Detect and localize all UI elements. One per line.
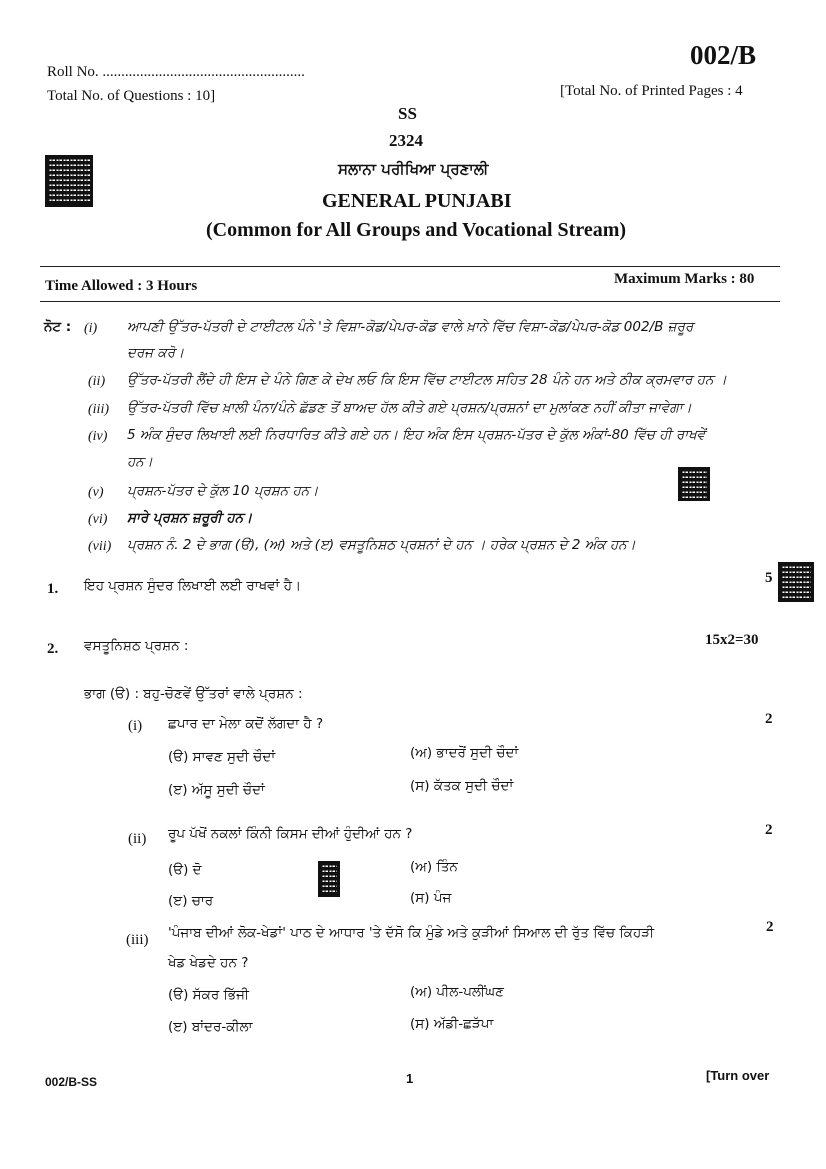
printed-pages: [Total No. of Printed Pages : 4 (560, 83, 743, 99)
option: (ਸ) ਪੰਜ (410, 890, 452, 906)
question-marks: 15x2=30 (705, 632, 759, 648)
option: (ਸ) ਅੱਡੀ-ਛੜੱਪਾ (410, 1016, 494, 1032)
option: (ਅ) ਭਾਦਰੋਂ ਸੁਦੀ ਚੌਦਾਂ (410, 745, 519, 761)
question-text: ਵਸਤੂਨਿਸ਼ਠ ਪ੍ਰਸ਼ਨ : (84, 638, 189, 654)
sub-question-number: (ii) (128, 831, 147, 847)
option: (ੲ) ਅੱਸੂ ਸੁਦੀ ਚੌਦਾਂ (168, 782, 265, 798)
divider (40, 266, 780, 267)
option: (ੲ) ਬਾਂਦਰ-ਕੀਲਾ (168, 1019, 253, 1035)
option: (ੳ) ਸਾਵਣ ਸੁਦੀ ਚੌਦਾਂ (168, 749, 276, 765)
note-text: ਪ੍ਰਸ਼ਨ ਨੰ. 2 ਦੇ ਭਾਗ (ੳ), (ਅ) ਅਤੇ (ੲ) ਵਸਤੂਨਿਸ਼ਠ ਪ੍ਰਸ਼ਨਾਂ ਦੇ ਹਨ । ਹਰੇਕ ਪ੍ਰਸ਼ਨ ਦੇ 2 ਅੰਕ ਹਨ। (127, 537, 636, 553)
question-text: ਇਹ ਪ੍ਰਸ਼ਨ ਸੁੰਦਰ ਲਿਖਾਈ ਲਈ ਰਾਖਵਾਂ ਹੈ। (84, 578, 302, 594)
sub-question-marks: 2 (765, 711, 773, 727)
sub-question-marks: 2 (766, 919, 774, 935)
qr-code-icon (318, 861, 340, 897)
note-text: ਉੱਤਰ-ਪੱਤਰੀ ਵਿੱਚ ਖ਼ਾਲੀ ਪੰਨਾ/ਪੰਨੇ ਛੱਡਣ ਤੋਂ ਬਾਅਦ ਹੱਲ ਕੀਤੇ ਗਏ ਪ੍ਰਸ਼ਨ/ਪ੍ਰਸ਼ਨਾਂ ਦਾ ਮੁਲਾਂਕਣ ਨਹੀਂ ਕੀਤਾ ਜਾਵੇਗਾ। (127, 400, 692, 416)
exam-system: ਸਲਾਨਾ ਪਰੀਖਿਆ ਪ੍ਰਣਾਲੀ (338, 160, 489, 178)
time-allowed: Time Allowed : 3 Hours (45, 278, 198, 294)
note-number: (vi) (88, 512, 108, 527)
total-questions: Total No. of Questions : 10] (47, 88, 216, 104)
note-text: ਪ੍ਰਸ਼ਨ-ਪੱਤਰ ਦੇ ਕੁੱਲ 10 ਪ੍ਰਸ਼ਨ ਹਨ। (127, 483, 319, 499)
sub-question-text: ਛਪਾਰ ਦਾ ਮੇਲਾ ਕਦੋਂ ਲੱਗਦਾ ਹੈ ? (168, 716, 324, 732)
note-text: ਉੱਤਰ-ਪੱਤਰੀ ਲੈਂਦੇ ਹੀ ਇਸ ਦੇ ਪੰਨੇ ਗਿਣ ਕੇ ਦੇਖ ਲਓ ਕਿ ਇਸ ਵਿੱਚ ਟਾਈਟਲ ਸਹਿਤ 28 ਪੰਨੇ ਹਨ ਅਤੇ ਠੀਕ ਕ੍ਰਮਵਾਰ ਹਨ । (127, 372, 727, 388)
turn-over: [Turn over (706, 1068, 770, 1083)
roll-no: Roll No. ...................................................... (47, 64, 305, 80)
divider (40, 301, 780, 302)
note-label: ਨੋਟ : (44, 319, 72, 335)
question-marks: 5 (765, 570, 773, 586)
question-number: 1. (47, 581, 59, 597)
note-text: ਸਾਰੇ ਪ੍ਰਸ਼ਨ ਜ਼ਰੂਰੀ ਹਨ। (127, 510, 253, 526)
sub-question-text: ਰੂਪ ਪੱਖੋਂ ਨਕਲਾਂ ਕਿੰਨੀ ਕਿਸਮ ਦੀਆਂ ਹੁੰਦੀਆਂ ਹਨ ? (168, 826, 413, 842)
note-number: (iii) (88, 402, 109, 417)
note-text: ਦਰਜ ਕਰੋ। (127, 345, 185, 361)
option: (ੳ) ਸੱਕਰ ਭਿੱਜੀ (168, 987, 249, 1003)
option: (ੲ) ਚਾਰ (168, 893, 214, 909)
sub-question-number: (i) (128, 718, 143, 734)
sub-question-text: 'ਪੰਜਾਬ ਦੀਆਂ ਲੋਕ-ਖੇਡਾਂ' ਪਾਠ ਦੇ ਆਧਾਰ 'ਤੇ ਦੱਸੋ ਕਿ ਮੁੰਡੇ ਅਤੇ ਕੁੜੀਆਂ ਸਿਆਲ ਦੀ ਰੁੱਤ ਵਿੱਚ ਕਿਹੜੀ (168, 925, 655, 941)
sub-question-text: ਖੇਡ ਖੇਡਦੇ ਹਨ ? (168, 955, 249, 971)
note-text: ਹਨ। (127, 454, 153, 470)
sub-question-marks: 2 (765, 822, 773, 838)
sub-question-number: (iii) (126, 932, 149, 948)
note-number: (vii) (88, 539, 112, 554)
option: (ਅ) ਪੀਲ-ਪਲੀਂਘਣ (410, 984, 504, 1000)
qr-code-icon (678, 467, 710, 501)
footer-code: 002/B-SS (45, 1075, 98, 1089)
page-number: 1 (406, 1071, 414, 1086)
qr-code-icon (778, 562, 814, 602)
option: (ੳ) ਦੋ (168, 862, 202, 878)
note-text: 5 ਅੰਕ ਸੁੰਦਰ ਲਿਖਾਈ ਲਈ ਨਿਰਧਾਰਿਤ ਕੀਤੇ ਗਏ ਹਨ। ਇਹ ਅੰਕ ਇਸ ਪ੍ਰਸ਼ਨ-ਪੱਤਰ ਦੇ ਕੁੱਲ ਅੰਕਾਂ-80 ਵਿੱਚ ਹੀ ਰਾਖਵੇਂ (127, 427, 706, 443)
series: SS (398, 104, 417, 123)
qr-code-icon (45, 155, 93, 207)
subject: GENERAL PUNJABI (322, 190, 512, 212)
note-text: ਆਪਣੀ ਉੱਤਰ-ਪੱਤਰੀ ਦੇ ਟਾਈਟਲ ਪੰਨੇ 'ਤੇ ਵਿਸ਼ਾ-ਕੋਡ/ਪੇਪਰ-ਕੋਡ ਵਾਲੇ ਖ਼ਾਨੇ ਵਿੱਚ ਵਿਸ਼ਾ-ਕੋਡ/ਪੇਪਰ-ਕੋਡ 002/B ਜ਼ਰੂਰ (127, 319, 694, 335)
part-heading: ਭਾਗ (ੳ) : ਬਹੁ-ਚੋਣਵੇਂ ਉੱਤਰਾਂ ਵਾਲੇ ਪ੍ਰਸ਼ਨ : (84, 686, 303, 702)
question-number: 2. (47, 641, 59, 657)
note-number: (i) (84, 321, 98, 336)
note-number: (v) (88, 485, 104, 500)
option: (ਸ) ਕੱਤਕ ਸੁਦੀ ਚੌਦਾਂ (410, 778, 514, 794)
paper-code: 002/B (690, 40, 757, 70)
code: 2324 (389, 131, 423, 150)
option: (ਅ) ਤਿੰਨ (410, 859, 458, 875)
max-marks: Maximum Marks : 80 (614, 271, 755, 287)
note-number: (iv) (88, 429, 108, 444)
note-number: (ii) (88, 374, 106, 389)
stream: (Common for All Groups and Vocational Stream) (206, 219, 627, 241)
